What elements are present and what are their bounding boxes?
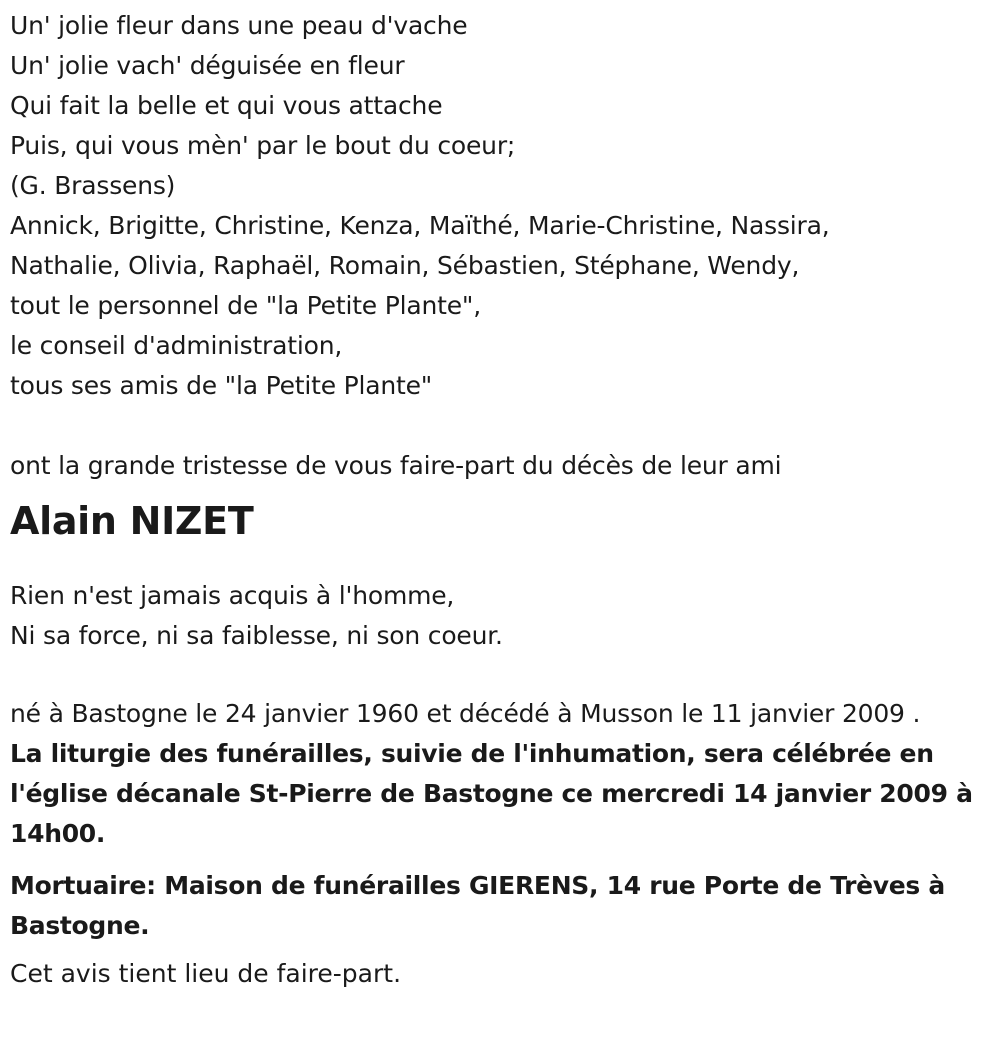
poem-opening bbox=[10, 6, 990, 206]
poem-line: Un' jolie fleur dans une peau d'vache bbox=[10, 11, 468, 40]
senders-line: le conseil d'administration, bbox=[10, 331, 343, 360]
quote-block bbox=[10, 576, 990, 656]
funeral-info: La liturgie des funérailles, suivie de l'inhumation, sera célébrée en l'église décanale St-Pierre de Bastogne ce mercredi 14 janvier 2009 à 14h00. bbox=[10, 739, 973, 848]
poem-line: Un' jolie vach' déguisée en fleur bbox=[10, 51, 405, 80]
senders-line: Annick, Brigitte, Christine, Kenza, Maïthé, Marie-Christine, Nassira, bbox=[10, 211, 830, 240]
poem-line: Qui fait la belle et qui vous attache bbox=[10, 91, 443, 120]
mortuary-info: Mortuaire: Maison de funérailles GIERENS, 14 rue Porte de Trèves à Bastogne. bbox=[10, 871, 945, 940]
senders-line: tous ses amis de "la Petite Plante" bbox=[10, 371, 433, 400]
poem-attribution: (G. Brassens) bbox=[10, 171, 176, 200]
senders-list bbox=[10, 206, 990, 406]
senders-line: tout le personnel de "la Petite Plante", bbox=[10, 291, 481, 320]
deceased-name: Alain NIZET bbox=[10, 499, 254, 543]
quote-line: Ni sa force, ni sa faiblesse, ni son coeur. bbox=[10, 621, 503, 650]
announcement-text: ont la grande tristesse de vous faire-part du décès de leur ami bbox=[10, 451, 782, 480]
closing-note: Cet avis tient lieu de faire-part. bbox=[10, 959, 402, 988]
senders-line: Nathalie, Olivia, Raphaël, Romain, Sébastien, Stéphane, Wendy, bbox=[10, 251, 800, 280]
obituary-notice bbox=[10, 6, 990, 994]
poem-line: Puis, qui vous mèn' par le bout du coeur; bbox=[10, 131, 516, 160]
birth-death-dates: né à Bastogne le 24 janvier 1960 et décédé à Musson le 11 janvier 2009 . bbox=[10, 699, 921, 728]
quote-line: Rien n'est jamais acquis à l'homme, bbox=[10, 581, 455, 610]
